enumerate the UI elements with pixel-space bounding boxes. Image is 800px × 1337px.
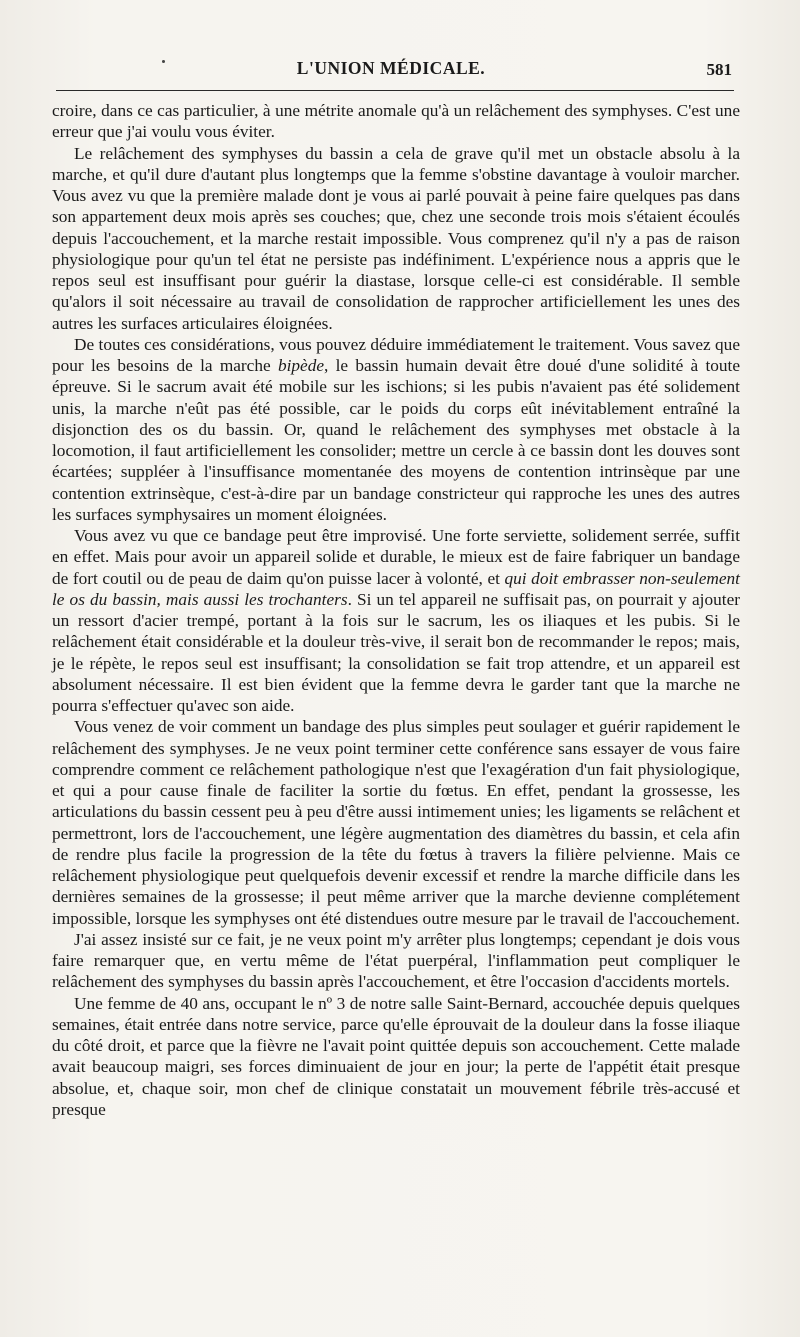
paragraph-4-text-a: Vous avez vu que ce bandage peut être improvisé. Une forte serviette, solidement serrée, suffit en effet. Mais pour avoir un appareil solide et durable, le mieux est de faire fabriquer un bandage de fort coutil ou de peau de daim qu'on puisse lacer à volonté, et bbox=[52, 526, 740, 588]
article-body bbox=[52, 100, 740, 1120]
paragraph-3-text-b: , le bassin humain devait être doué d'une solidité à toute épreuve. Si le sacrum avait été mobile sur les ischions; si les pubis n'avaient pas été solidement unis, la marche n'eût pas été possible, car le poids du corps eût inévitablement entraîné la disjonction des os du bassin. Or, quand le relâchement des symphyses met obstacle à la locomotion, il faut artificiellement les consolider; mettre un cercle à ce bassin dont les douves sont écartées; suppléer à l'insuffisance momentanée des moyens de contention intrinsèque par une contention extrinsèque, c'est-à-dire par un bandage constricteur qui rapproche les unes des autres les surfaces symphysaires un moment éloignées. bbox=[52, 356, 740, 524]
paragraph-3 bbox=[52, 334, 740, 525]
paragraph-2: Le relâchement des symphyses du bassin a cela de grave qu'il met un obstacle absolu à la marche, et qu'il dure d'autant plus longtemps que la femme s'obstine davantage à vouloir marcher. Vous avez vu que la première malade dont je vous ai parlé pouvait à peine faire quelques pas dans son appartement deux mois après ses couches; que, chez une seconde trois mois s'étaient écoulés depuis l'accouchement, et la marche restait impossible. Vous comprenez qu'il n'y a pas de raison physiologique pour qu'un tel état ne persiste pas indéfiniment. L'expérience nous a appris que le repos seul est insuffisant pour guérir la diastase, lorsque celle-ci est considérable. Il semble qu'alors il soit nécessaire au travail de consolidation de rapprocher artificiellement les unes des autres les surfaces articulaires éloignées. bbox=[52, 143, 740, 333]
paragraph-6: J'ai assez insisté sur ce fait, je ne veux point m'y arrêter plus longtemps; cependant je dois vous faire remarquer que, en vertu même de l'état puerpéral, l'inflammation peut compliquer le relâchement des symphyses du bassin après l'accouchement, et être l'occasion d'accidents mortels. bbox=[52, 929, 740, 992]
paragraph-3-text-a: De toutes ces considérations, vous pouvez déduire immédiatement le traitement. Vous savez que pour les besoins de la marche bbox=[52, 334, 740, 375]
paragraph-1: croire, dans ce cas particulier, à une métrite anomale qu'à un relâchement des symphyses. C'est une erreur que j'ai voulu vous éviter. bbox=[52, 101, 740, 142]
paragraph-7: Une femme de 40 ans, occupant le nº 3 de notre salle Saint-Bernard, accouchée depuis quelques semaines, était entrée dans notre service, parce qu'elle éprouvait de la douleur dans la fosse iliaque du côté droit, et parce que la fièvre ne l'avait point quittée depuis son accouchement. Cette malade avait beaucoup maigri, ses forces diminuaient de jour en jour; la perte de l'appétit était presque absolue, et, chaque soir, mon chef de clinique constatait un mouvement fébrile très-accusé et presque bbox=[52, 993, 740, 1119]
running-header bbox=[56, 58, 732, 84]
header-rule bbox=[56, 90, 734, 91]
paragraph-4 bbox=[52, 525, 740, 716]
paragraph-5: Vous venez de voir comment un bandage des plus simples peut soulager et guérir rapidement le relâchement des symphyses. Je ne veux point terminer cette conférence sans essayer de vous faire comprendre comment ce relâchement pathologique n'est que l'exagération d'un fait physiologique, et qui a pour cause finale de faciliter la sortie du fœtus. En effet, pendant la grossesse, les articulations du bassin cessent peu à peu d'être aussi intimement unies; les ligaments se relâchent et permettront, lors de l'accouchement, une légère augmentation des diamètres du bassin, et cela afin de rendre plus facile la progression de la tête du fœtus à travers la filière pelvienne. Mais ce relâchement physiologique peut quelquefois devenir excessif et rendre la marche difficile dans les dernières semaines de la grossesse; il peut même arriver que la marche devienne complétement impossible, lorsque les symphyses ont été distendues outre mesure par le travail de l'accouchement. bbox=[52, 717, 740, 928]
page-number: 581 bbox=[706, 60, 732, 79]
paragraph-4-text-b: . Si un tel appareil ne suffisait pas, on pourrait y ajouter un ressort d'acier trempé, portant à la fois sur le sacrum, les os iliaques et les pubis. Si le relâchement était considérable et la douleur très-vive, il serait bon de recommander le repos; mais, je le répète, le repos seul est insuffisant; la consolidation se fait trop attendre, et un appareil est absolument nécessaire. Il est bien évident que la femme devra le garder tant que la marche ne pourra s'effectuer qu'avec son aide. bbox=[52, 589, 740, 715]
paragraph-3-emphasis: bipède bbox=[277, 356, 325, 375]
journal-title: L'UNION MÉDICALE. bbox=[296, 58, 486, 78]
paragraph-4-emphasis: qui doit embrasser non-seulement le os du bassin, mais aussi les trochanters bbox=[52, 568, 740, 609]
